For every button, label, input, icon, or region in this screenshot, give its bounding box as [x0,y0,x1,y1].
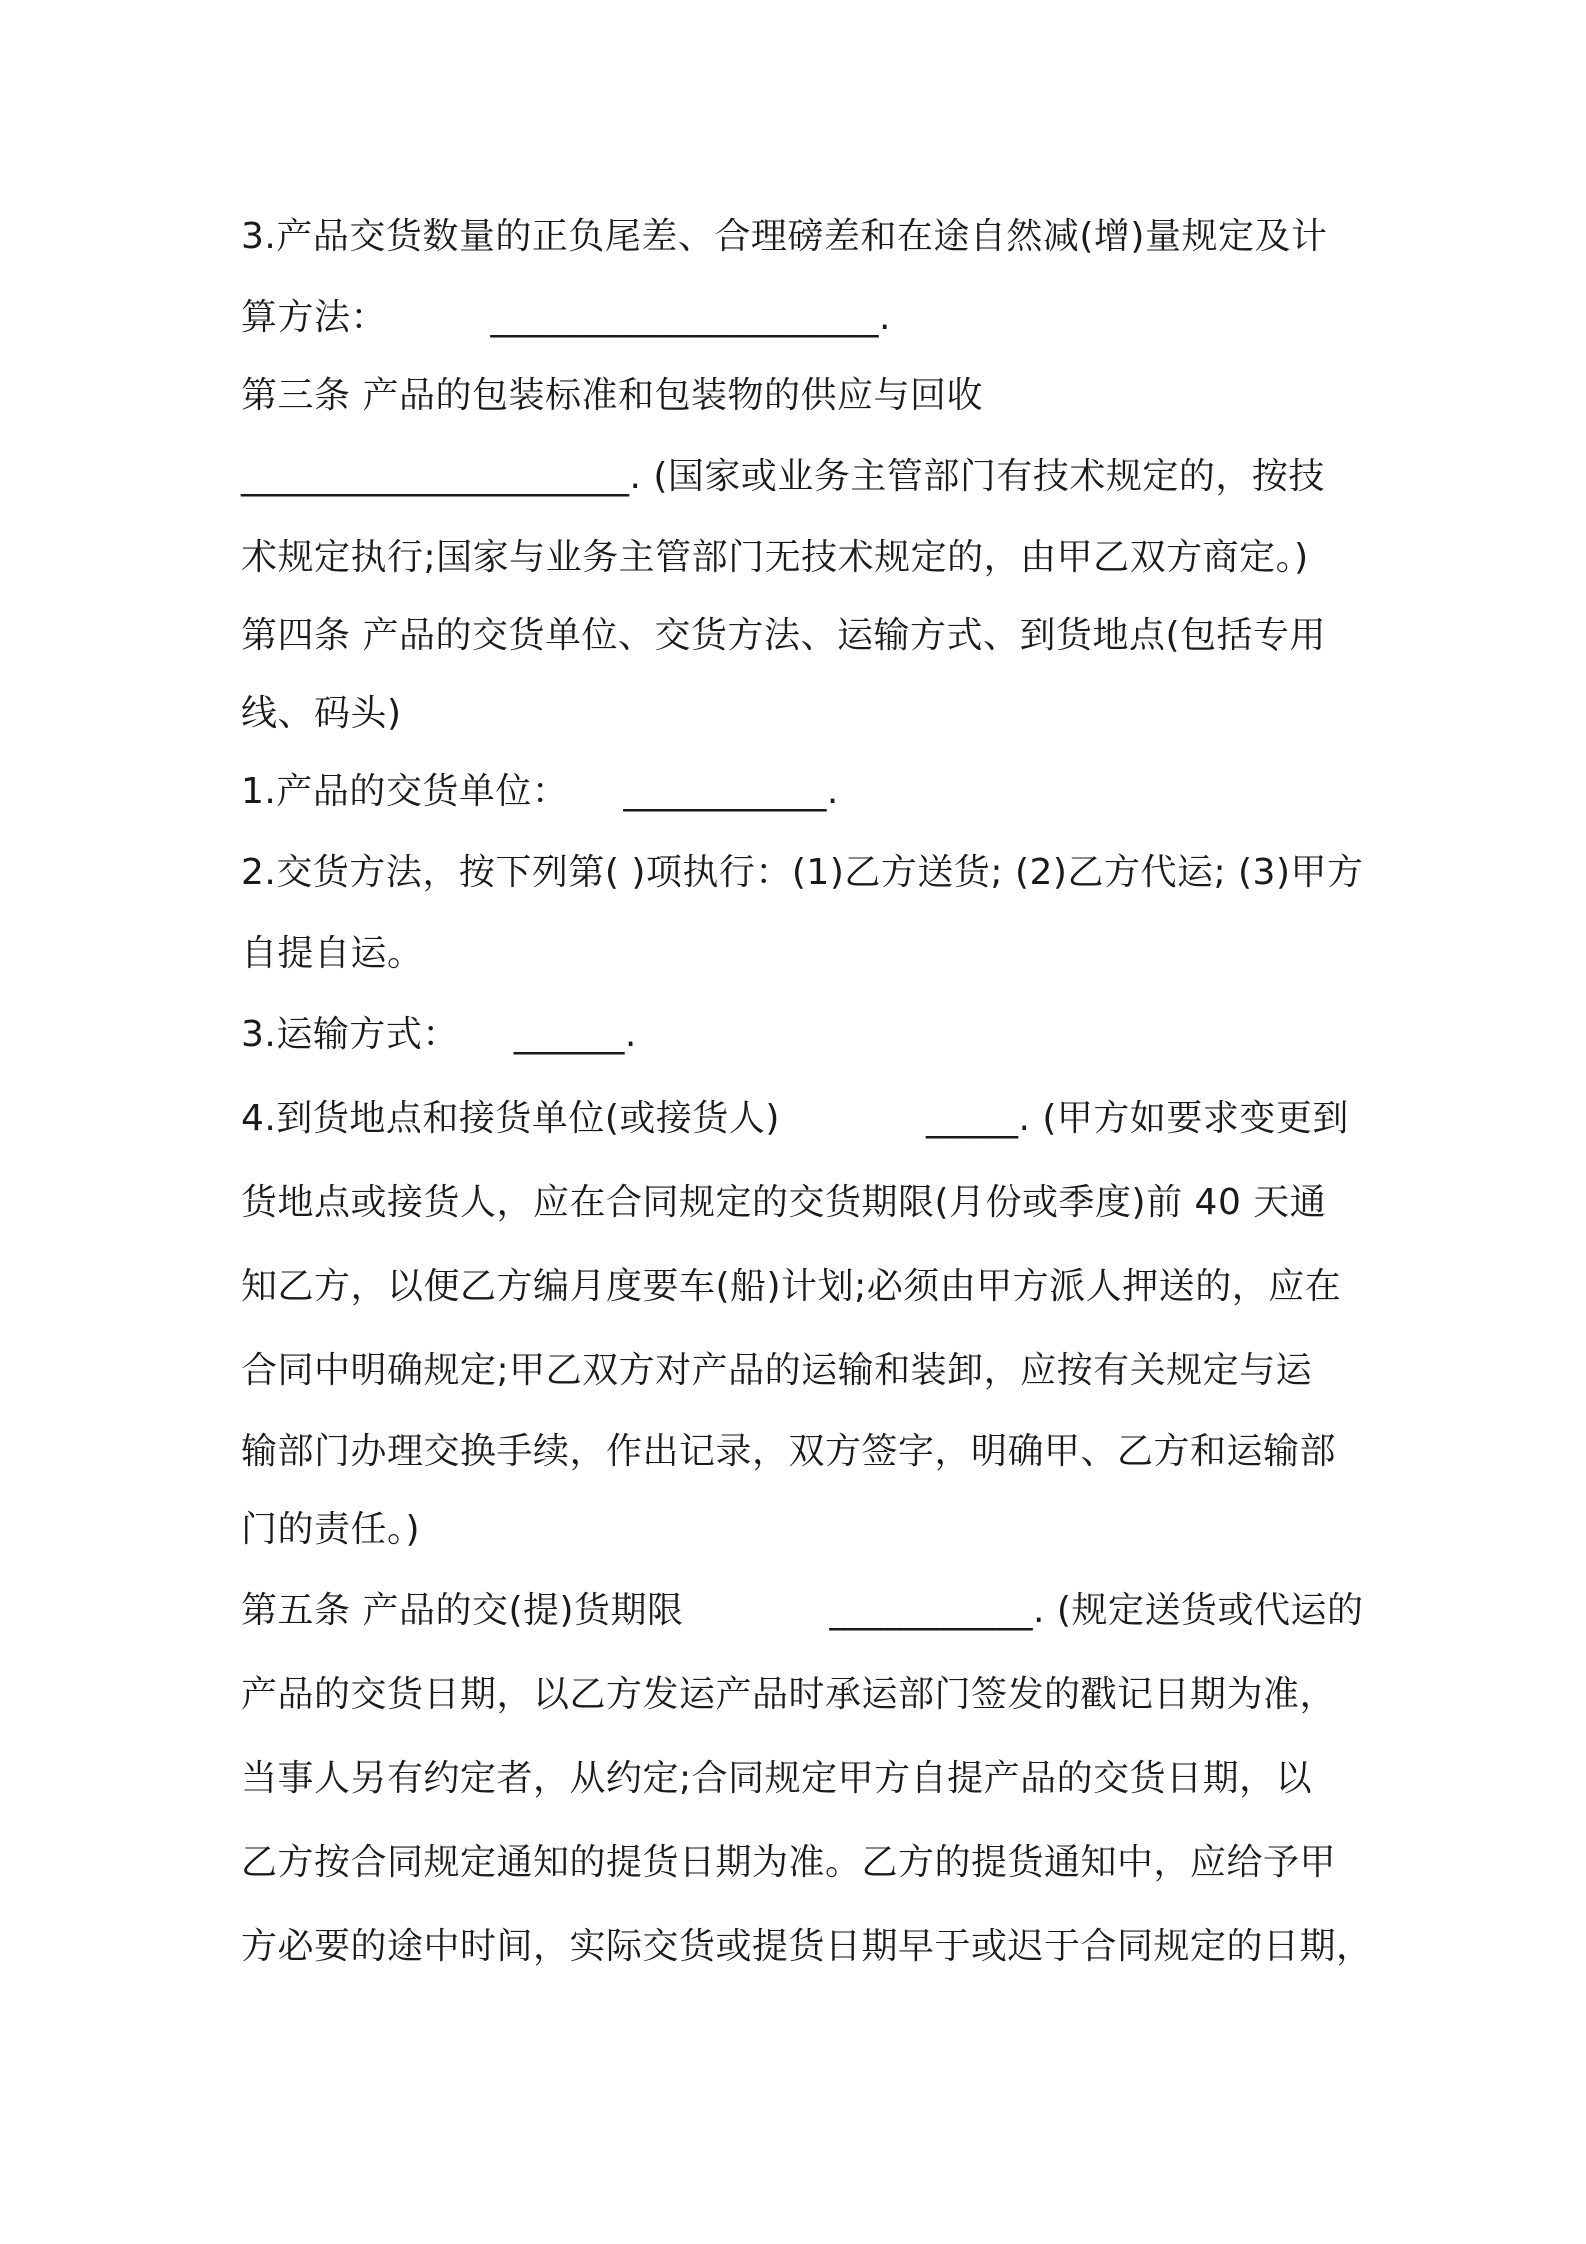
text-line: 1.产品的交货单位： ___________. [241,771,839,812]
text-line: 门的责任。) [241,1509,421,1550]
text-line: 算方法： _____________________. [241,297,891,338]
article-heading: 第三条 产品的包装标准和包装物的供应与回收 [241,375,983,416]
text-line: 术规定执行;国家与业务主管部门无技术规定的，由甲乙双方商定。) [241,537,1309,578]
text-line: 货地点或接货人，应在合同规定的交货期限(月份或季度)前 40 天通 [241,1182,1327,1223]
text-line: 当事人另有约定者，从约定;合同规定甲方自提产品的交货日期，以 [241,1758,1313,1799]
text-line: 2.交货方法，按下列第( )项执行：(1)乙方送货; (2)乙方代运; (3)甲方 [241,852,1364,893]
text-line: 输部门办理交换手续，作出记录，双方签字，明确甲、乙方和运输部 [241,1431,1337,1472]
text-line: 产品的交货日期，以乙方发运产品时承运部门签发的戳记日期为准， [241,1674,1337,1715]
article-heading: 第五条 产品的交(提)货期限 ___________. (规定送货或代运的 [241,1590,1364,1631]
text-line: 4.到货地点和接货单位(或接货人) _____. (甲方如要求变更到 [241,1098,1349,1139]
document-body [241,195,1373,1989]
text-line: 3.产品交货数量的正负尾差、合理磅差和在途自然减(增)量规定及计 [241,216,1328,257]
text-line: 方必要的途中时间，实际交货或提货日期早于或迟于合同规定的日期， [241,1926,1373,1967]
text-line: 乙方按合同规定通知的提货日期为准。乙方的提货通知中，应给予甲 [241,1842,1337,1883]
text-line: 线、码头) [241,693,402,734]
text-line: 合同中明确规定;甲乙双方对产品的运输和装卸，应按有关规定与运 [241,1350,1313,1391]
text-line: _____________________. (国家或业务主管部门有技术规定的，按技 [241,456,1325,497]
article-heading: 第四条 产品的交货单位、交货方法、运输方式、到货地点(包括专用 [241,615,1326,656]
text-line: 3.运输方式： ______. [241,1014,637,1055]
text-line: 知乙方，以便乙方编月度要车(船)计划;必须由甲方派人押送的，应在 [241,1266,1342,1307]
text-line: 自提自运。 [241,933,424,974]
